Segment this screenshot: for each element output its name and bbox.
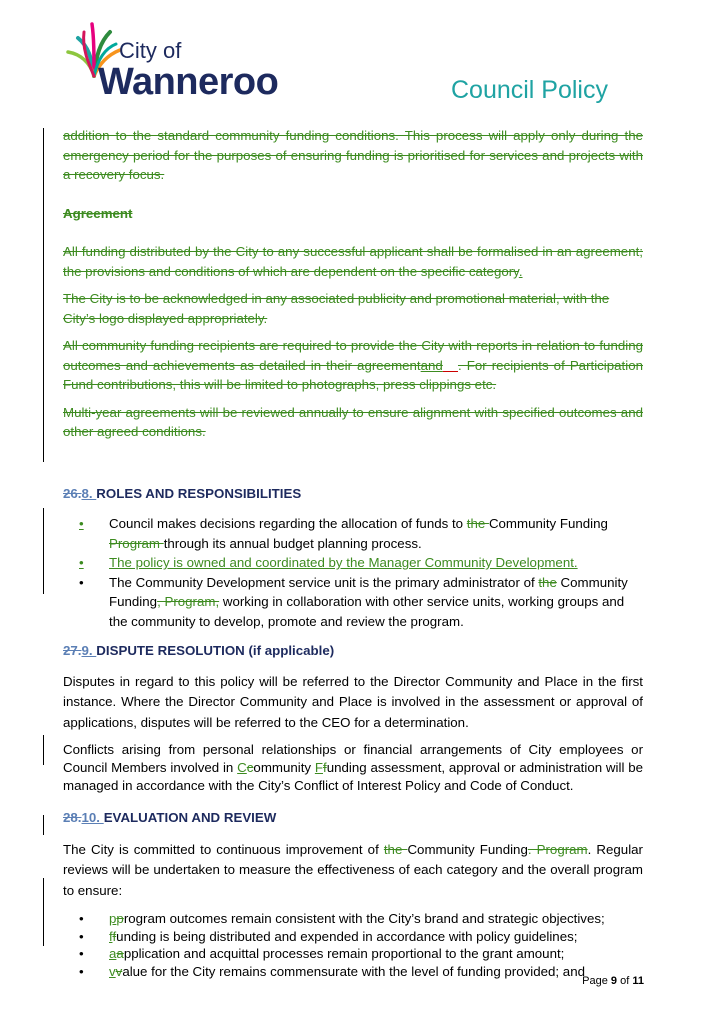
city-of-wanneroo-logo [64,18,304,104]
red-mark [443,358,458,373]
deleted-text: the [538,574,557,590]
text: Community Funding [488,516,608,531]
document-title: Council Policy [450,76,608,104]
deleted-text: . For recipients of Participation Fund contributions, this will be limited to photographs, press clippings etc. [63,357,643,392]
list-item [63,573,643,632]
change-bar [43,508,44,594]
text: Community Funding [407,841,528,857]
tracked-change-text: and [420,357,443,373]
dispute-paragraph-2 [63,741,643,795]
text: ommunity [253,760,315,775]
inserted-text: f [109,928,113,944]
text: The City is committed to continuous improvement of [63,841,384,857]
bullet-icon: • [79,555,84,570]
inserted-section-number: 8. [81,485,97,501]
list-item [63,928,643,946]
text: unding is being distributed and expended in accordance with policy guidelines; [116,928,578,944]
list-item [63,910,643,928]
logo-wanneroo: Wanneroo [98,61,279,103]
list-item [63,945,643,963]
deleted-text: The City is to be acknowledged in any associated publicity and promotional material, with the City’s logo displayed appropriately. [63,291,610,326]
inserted-text: v [109,963,116,979]
text: The Community Development service unit is the primary administrator of [109,574,539,590]
inserted-section-number: 9. [81,643,97,658]
inserted-text: C [237,760,247,775]
deleted-text: All community funding recipients are required to provide the City with reports in relation to funding outcomes and achievements as detailed in their agreement [63,338,643,373]
deleted-text: the [466,516,489,531]
deleted-text: Program [109,535,164,551]
inserted-text: The policy is owned and coordinated by the Manager Community Development. [109,555,578,570]
text: rogram outcomes remain consistent with the City’s brand and strategic objectives; [123,911,605,926]
of-label: of [620,975,630,987]
deleted-text: p [116,911,124,926]
roles-heading [63,484,643,504]
deleted-text: addition to the standard community funding conditions. This process will apply only during the emergency period for the purposes of ensuring funding is prioritised for services and projects with a recovery focus. [63,128,643,182]
deleted-text: c [246,760,254,775]
evaluation-heading [63,808,643,828]
evaluation-paragraph [63,840,643,902]
agreement-paragraph-3 [63,336,643,395]
text: Conflicts arising from personal relationships or financial arrangements of City employees or Council Members involved in [63,742,643,775]
list-item [63,963,643,981]
deleted-section-number: 28. [63,810,82,825]
bullet-icon: • [79,963,84,979]
deleted-text: a [116,946,124,961]
bullet-icon: • [79,911,84,926]
agreement-paragraph-1 [63,242,643,281]
dispute-heading [63,641,643,661]
inserted-text: . [518,263,523,279]
text: . Regular reviews will be undertaken to measure the effectiveness of each category and the overall program to ensure: [63,841,643,898]
bullet-icon: • [79,928,84,944]
section-title: DISPUTE RESOLUTION (if applicable) [96,643,335,658]
page-label: Page [582,975,608,987]
logo-city-of: City of [119,38,182,63]
section-title: ROLES AND RESPONSIBILITIES [96,485,302,501]
bullet-icon: • [79,574,84,590]
agreement-heading [63,204,643,224]
list-item [63,553,643,573]
text: alue for the City remains commensurate with the level of funding provided; and [122,963,585,979]
change-bar [43,128,44,462]
deleted-section-number: 26. [63,485,82,501]
evaluation-list [63,910,643,980]
page-footer [582,975,644,987]
agreement-paragraph-4 [63,403,643,442]
bullet-icon: • [79,516,84,531]
deleted-text: v [115,963,123,979]
bullet-icon: • [79,946,84,961]
text: working in collaboration with other service units, working groups and the community to develop, promote and review the program. [109,594,625,629]
intro-paragraph [63,126,643,185]
text: through its annual budget planning process. [163,535,422,551]
text: unding assessment, approval or administration will be managed in accordance with the City’s Conflict of Interest Policy and Code of Conduct. [63,760,644,793]
deleted-text: , Program, [157,594,220,609]
text: pplication and acquittal processes remain proportional to the grant amount; [123,946,565,961]
change-bar [43,735,44,765]
change-bar [43,878,44,946]
section-title: EVALUATION AND REVIEW [103,810,277,825]
policy-body [63,124,643,980]
inserted-text: p [109,911,117,926]
inserted-text: F [314,760,323,775]
deleted-section-number: 27. [63,643,82,658]
list-item [63,514,643,553]
deleted-text: . Program [527,841,588,857]
deleted-text: f [112,928,117,944]
page-number: 9 [610,975,618,987]
inserted-section-number: 10. [81,810,104,825]
deleted-text: All funding distributed by the City to any successful applicant shall be formalised in an agreement; the provisions and conditions of which are dependent on the specific category [63,244,643,279]
deleted-text: the [383,841,408,857]
agreement-paragraph-2 [63,289,643,328]
roles-list [63,514,643,631]
change-bar [43,815,44,835]
deleted-text: Multi-year agreements will be reviewed annually to ensure alignment with specified outcomes and other agreed conditions. [63,404,643,439]
deleted-heading: Agreement [63,205,133,221]
inserted-text: a [109,946,117,961]
text: Council makes decisions regarding the allocation of funds to [109,516,467,531]
page-total: 11 [632,975,644,987]
dispute-paragraph-1: Disputes in regard to this policy will be referred to the Director Community and Place in the first instance. Where the Director Community and Place is involved in the assessment or approval of applications, disputes will be referred to the CEO for a determination. [63,673,643,730]
text: Community Funding [109,574,628,609]
deleted-text: f [323,760,327,775]
